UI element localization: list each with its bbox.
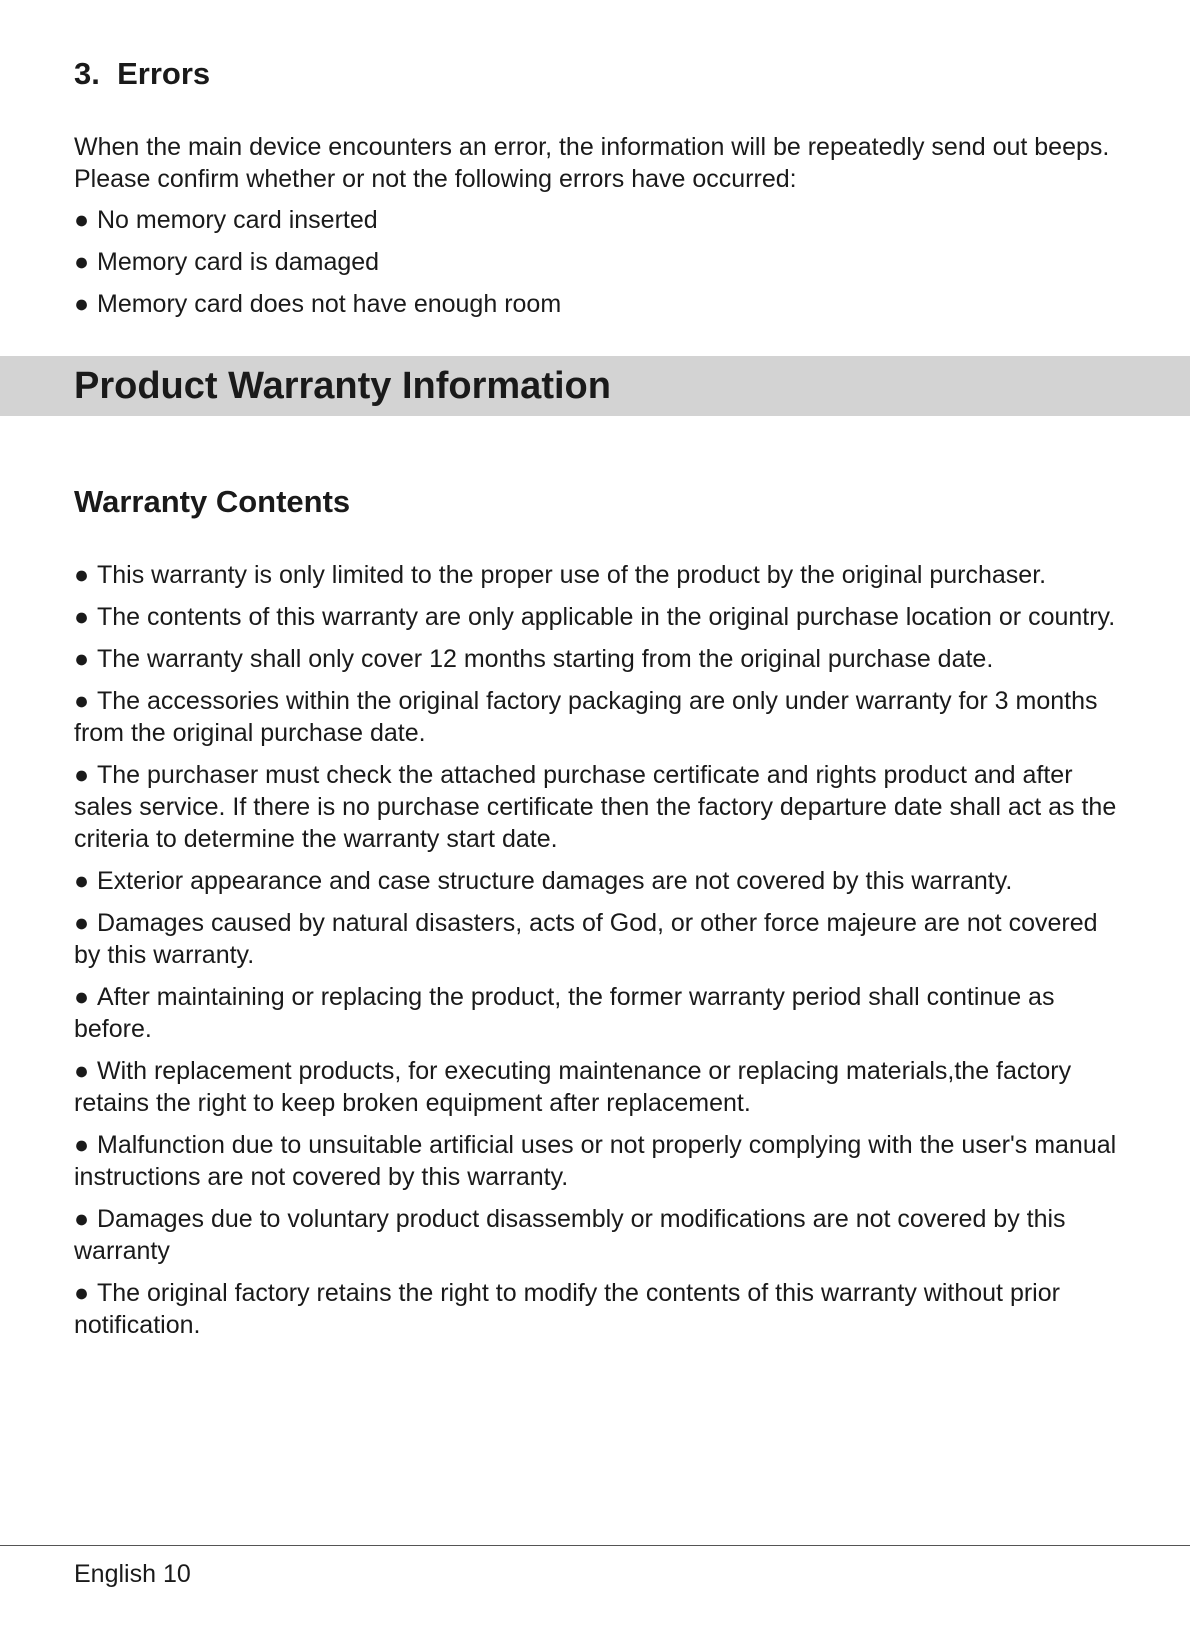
section-banner [0,356,1190,416]
bullet-icon: ● [74,1057,90,1085]
bullet-icon: ● [74,206,90,234]
bullet-icon: ● [74,909,90,937]
bullet-icon: ● [74,561,90,589]
warranty-item-text: The original factory retains the right to modify the contents of this warranty without prior notification. [74,1279,1060,1339]
bullet-icon: ● [74,1205,90,1233]
warranty-item-text: Damages caused by natural disasters, acts of God, or other force majeure are not covered by this warranty. [74,909,1098,969]
warranty-item-text: The contents of this warranty are only applicable in the original purchase location or country. [97,603,1116,631]
warranty-item-text: Damages due to voluntary product disassembly or modifications are not covered by this warranty [74,1205,1066,1265]
list-item [74,601,1124,633]
warranty-item-text: Exterior appearance and case structure damages are not covered by this warranty. [97,867,1013,895]
page-number: English 10 [74,1560,191,1588]
bullet-icon: ● [74,867,90,895]
warranty-item-text: Malfunction due to unsuitable artificial uses or not properly complying with the user's manual instructions are not covered by this warranty. [74,1131,1117,1191]
errors-section-heading: 3. Errors [74,56,211,91]
warranty-item-text: With replacement products, for executing maintenance or replacing materials,the factory retains the right to keep broken equipment after replacement. [74,1057,1072,1117]
bullet-icon: ● [74,983,90,1011]
error-item-text: Memory card does not have enough room [97,290,562,318]
error-list [74,204,561,330]
footer-divider [0,1545,1190,1546]
bullet-icon: ● [74,248,90,276]
warranty-contents-heading: Warranty Contents [74,484,351,519]
warranty-item-text: After maintaining or replacing the product, the former warranty period shall continue as before. [74,983,1055,1043]
warranty-list [74,559,1124,1351]
list-item [74,1203,1124,1267]
bullet-icon: ● [74,603,90,631]
list-item [74,643,1124,675]
list-item [74,559,1124,591]
error-item-text: No memory card inserted [97,206,378,234]
warranty-item-text: The purchaser must check the attached purchase certificate and rights product and after sales service. If there is no purchase certificate then the factory departure date shall act as the criteria to determine the warranty start date. [74,761,1117,853]
list-item [74,685,1124,749]
bullet-icon: ● [74,1279,90,1307]
list-item [74,1129,1124,1193]
warranty-item-text: The warranty shall only cover 12 months starting from the original purchase date. [97,645,994,673]
banner-title: Product Warranty Information [74,365,611,407]
list-item [74,1277,1124,1341]
list-item [74,204,561,236]
bullet-icon: ● [74,761,90,789]
bullet-icon: ● [74,687,90,715]
warranty-item-text: The accessories within the original factory packaging are only under warranty for 3 months from the original purchase date. [74,687,1098,747]
list-item [74,981,1124,1045]
errors-intro-paragraph: When the main device encounters an error, the information will be repeatedly send out beeps. Please confirm whether or not the following errors have occurred: [74,133,1110,193]
warranty-item-text: This warranty is only limited to the proper use of the product by the original purchaser. [97,561,1047,589]
list-item [74,865,1124,897]
bullet-icon: ● [74,1131,90,1159]
bullet-icon: ● [74,290,90,318]
list-item [74,246,561,278]
list-item [74,907,1124,971]
list-item [74,288,561,320]
list-item [74,1055,1124,1119]
list-item [74,759,1124,855]
error-item-text: Memory card is damaged [97,248,380,276]
bullet-icon: ● [74,645,90,673]
